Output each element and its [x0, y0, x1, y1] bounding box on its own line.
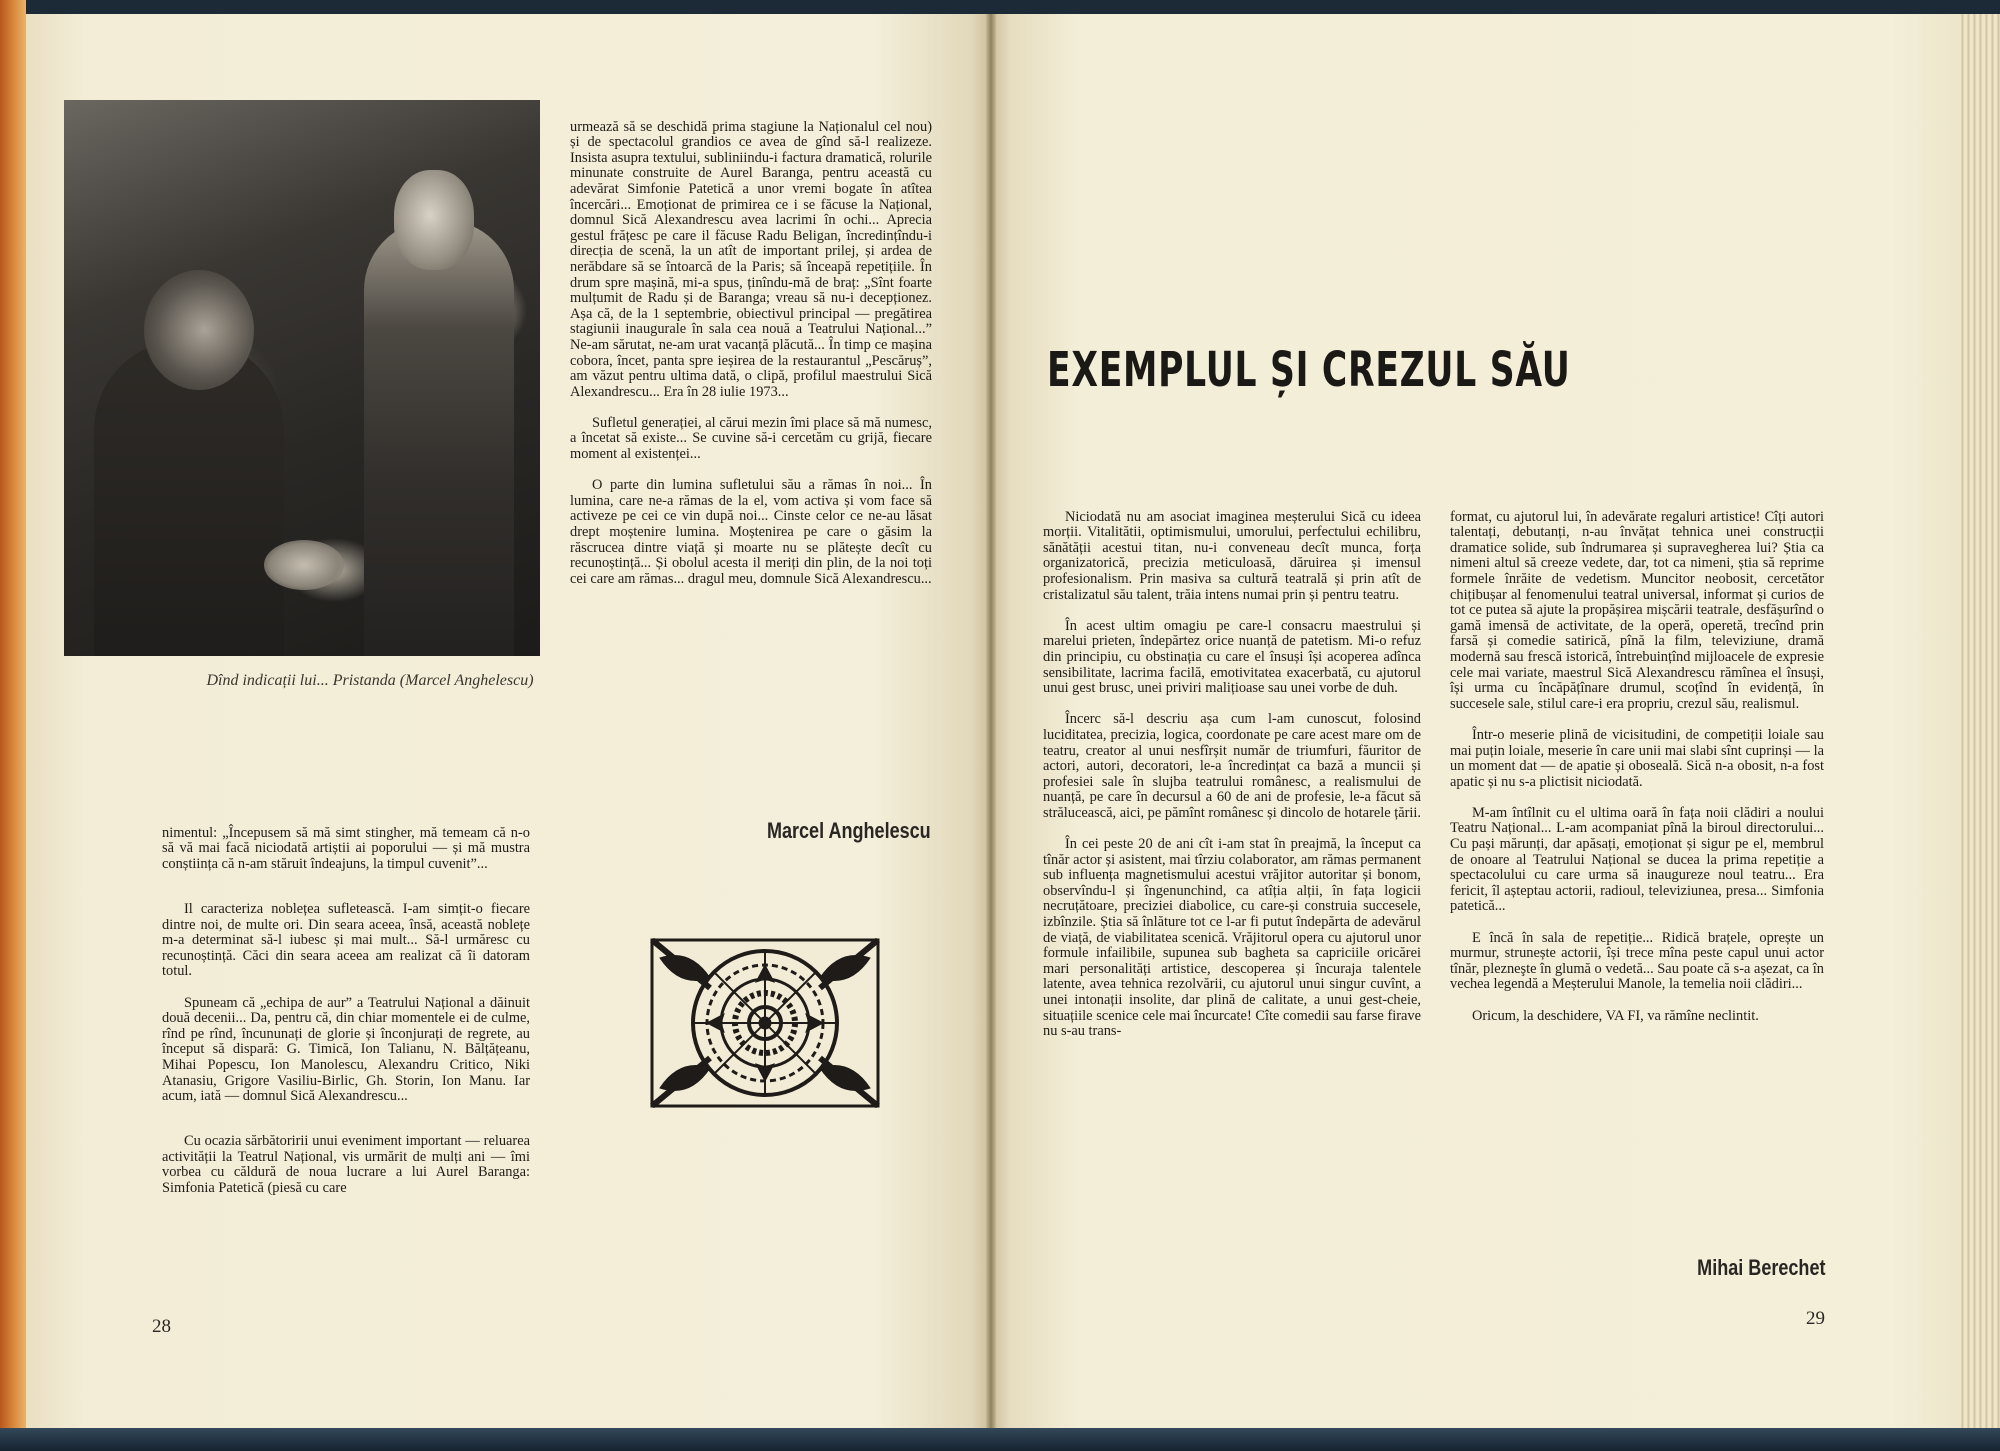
book-gutter [986, 14, 996, 1428]
left-column-top [570, 104, 932, 804]
signature-marcel-anghelescu: Marcel Anghelescu [767, 818, 931, 843]
paragraph: Încerc să-l descriu așa cum l-am cunoscut, folosind luciditatea, precizia, logica, coordonate pe care acest mare om de teatru, creator al unui nesfîrșit număr de triumfuri, făuritor de actori, autori, decoratori, le-a încredințat ca bază a muncii și profesiei sale în slujba teatrului românesc, a realismului de nuanță, pe care în decursul a 60 de ani de profesie, le-a făcut să strălucească, aici, pe pămînt românesc și dincolo de hotarele țării. [1043, 711, 1422, 821]
paragraph: M-am întîlnit cu el ultima oară în fața noii clădiri a noului Teatru Național... L-am acompaniat pînă la biroul directorului... Cu pași mărunți, dar apăsați, emoționat și sigur pe el, membrul de onoare al Teatrului Național se ducea la prima repetiție a spectacolului cu care urma să inaugureze noul teatru... Era fericit, îl așteptau actorii, radioul, televiziunea, presa... Simfonia patetică... [1450, 804, 1824, 915]
paragraph: nimentul: „Începusem să mă simt stingher, mă temeam că n-o să vă mai facă niciodată artiștii ai poporului — și mă mustra conștiința că n-am stăruit îndeajuns, la timpul cuvenit”... [162, 824, 530, 872]
page-stack-edge [1958, 14, 2000, 1428]
photo-hand [264, 540, 344, 590]
rosette-svg [650, 938, 880, 1108]
paragraph: urmează să se deschidă prima stagiune la Naționalul cel nou) și de spectacolul grandios ce avea de gînd să-l realizeze. Insista asupra textului, subliniindu-i factura dramatică, rolurile minunate construite de Aurel Baranga, pentru această cu adevărat Simfonie Patetică a unor vremi bogate în atîtea încercări... Emoționat de primirea ce i se făcuse la Național, domnul Sică Alexandrescu avea lacrimi în ochi... Aprecia gestul frățesc pe care il făcuse Radu Beligan, încredințîndu-i direcția de scenă, la un atît de important prilej, și ardea de nerăbdare să se întoarcă de la Paris; să înceapă repetițiile. În drum spre mașină, mi-a spus, ținîndu-mă de braț: „Sînt foarte mulțumit de Radu și de Baranga; vreau să nu-i decepționez. Așa că, de la 1 septembrie, obiectivul principal — pregătirea stagiunii inaugurale în sala cea nouă a Teatrului Național...” Ne-am sărutat, ne-am urat vacanță plăcută... În timp ce mașina cobora, încet, panta spre ieșirea de la restaurantul „Pescăruș”, am văzut pentru ultima dată, o clipă, profilul maestrului Sică Alexandrescu... Era în 28 iulie 1973... [570, 118, 932, 400]
book-bottom-edge [0, 1428, 2000, 1451]
signature-mihai-berechet: Mihai Berechet [1696, 1255, 1825, 1280]
paragraph: O parte din lumina sufletului său a rămas în noi... În lumina, care ne-a rămas de la el, vom activa și vom face să activeze pe cei ce vin după noi... Cinste celor ce ne-au lăsat drept moștenire lumina. Moștenirea pe care o găsim la răscrucea dintre viață și moarte nu se plătește decît cu recunoștință... Și obolul acesta il meriți din plin, de la noi toți cei care am rămas... dragul meu, domnule Sică Alexandrescu... [570, 477, 932, 587]
article-headline: EXEMPLUL ȘI CREZUL SĂU [1047, 342, 1571, 398]
paragraph: În cei peste 20 de ani cît i-am stat în preajmă, la început ca tînăr actor și asistent, mai tîrziu colaborator, am rămas permanent sub influența magnetismului acestui vrăjitor autoritar și bonom, observîndu-l și îngenunchind, ca atîția alții, în fața logicii necruțătoare, preciziei diabolice, cu care-și construia succesele, izbînzile. Știa să înlăture tot ce l-ar fi putut îndepărta de adevărul de viață, de viabilitatea scenică. Vrăjitorul opera cu ajutorul unor formule infailibile, supunea sub bagheta sa capriciile oricărei mari personalități artistice, descoperea și încuraja talentele latente, avea tehnica rezolvării, cu ajutorul unui singur cuvînt, a unei intonații insolite, dar plină de calitate, a unui gest-cheie, situațiile scenice cele mai încurcate! Cîte comedii sau farse firave nu s-au trans- [1043, 836, 1421, 1040]
page-number-left: 28 [152, 1316, 171, 1337]
paragraph: Oricum, la deschidere, VA FI, va rămîne neclintit. [1472, 1007, 1759, 1024]
paragraph: Într-o meserie plină de vicisitudini, de competiții loiale sau mai puțin loiale, meserie în care unii mai slabi sînt cuprinși — la un moment dat — de apatie și oboseală. Sică n-a obosit, n-a fost apatic și nu s-a plictisit niciodată. [1450, 726, 1824, 790]
left-column-bottom [162, 810, 530, 1212]
photo-figure-right [364, 220, 514, 656]
book-cover-edge [0, 0, 26, 1451]
photo-head-right [394, 170, 474, 270]
paragraph: În acest ultim omagiu pe care-l consacru maestrului și marelui prieten, îndepărtez orice nuanță de patetism. Mi-o refuz din principiu, cu obstinația cu care el însuși își acoperea adînca sensibilitate, lacrima facilă, emotivitatea exacerbată, cu ajutorul unui gest brusc, unei priviri malițioase sau unei vorbe de duh. [1043, 617, 1421, 697]
paragraph: Sufletul generației, al cărui mezin îmi place să mă numesc, a încetat să existe... Se cuvine să-i cercetăm cu grijă, fiecare moment al existenței... [570, 414, 932, 463]
photo-two-men-conversation [64, 100, 540, 656]
decorative-rosette-ornament [650, 938, 880, 1108]
paragraph: Cu ocazia sărbătoririi unui eveniment important — reluarea activității la Teatrul Național, vis urmărit de mulți ani — îmi vorbea cu căldură de noua lucrare a lui Aurel Baranga: Simfonia Patetică (piesă cu care [162, 1133, 530, 1197]
right-column-1 [1043, 494, 1421, 1055]
paragraph: format, cu ajutorul lui, în adevărate regaluri artistice! Cîți autori talentați, debutanți, n-au învățat tehnica unei construcții dramatice solide, sub îndrumarea și supravegherea lui? Știa ca nimeni altul să creeze vedete, dar, tot ca nimeni, știa să reprime formele înrăite de vedetism. Muncitor neobosit, cercetător chițibușar al fenomenului teatral universal, informat și curios de tot ce putea să ajute la propășirea mișcării teatrale, desfășurînd o gamă imensă de activitate, de la operă, operetă, trecînd prin farsă și comedie satirică, pînă la film, televiziune, dramă modernă sau frescă istorică, întrebuințînd mijloacele de expresie cele mai variate, maestrul Sică Alexandrescu rămînea el însuși, își urma cu încăpățînare drumul, scoțînd în evidență, în succesele sale, stilul care-i era propriu, crezul său, realismul. [1450, 508, 1824, 712]
page-number-right: 29 [1806, 1308, 1825, 1329]
paragraph: E încă în sala de repetiție... Ridică brațele, oprește un murmur, strunește actorii, își trece mîna peste capul unui actor tînăr, plezneşte în glumă o vedetă... Sau poate că s-a așezat, ca în vechea legendă a Meșterului Manole, la temelia noii clădiri... [1450, 929, 1824, 993]
photo-caption: Dînd indicații lui... Pristanda (Marcel Anghelescu) [206, 672, 534, 689]
paragraph: Spuneam că „echipa de aur” a Teatrului Național a dăinuit două decenii... Da, pentru că, din chiar momentele ei de culme, rînd pe rînd, încununați de glorie și înconjurați de regrete, au început să dispară: G. Timică, Ion Talianu, N. Bălțățeanu, Mihai Popescu, Ion Manolescu, Alexandru Critico, Niki Atanasiu, Grigore Vasiliu-Birlic, Gh. Storin, Ion Manu. Iar acum, iată — domnul Sică Alexandrescu... [162, 994, 530, 1105]
right-column-2 [1450, 494, 1824, 1040]
photo-head-left [144, 270, 254, 390]
paragraph: Il caracteriza noblețea sufletească. I-am simțit-o fiecare dintre noi, de multe ori. Din seara aceea, însă, această noblețe m-a determinat să-l iubesc și mai mult... Să-l urmăresc cu recunoștință. Căci din seara aceea am realizat că îi datoram totul. [162, 900, 530, 980]
paragraph: Niciodată nu am asociat imaginea meșterului Sică cu ideea morții. Vitalitătii, optimismului, umorului, perfectului echilibru, sănătății acestui titan, nu-i conveneau decît munca, forța organizatorică, precizia meticuloasă, dăruirea și imensul profesionalism. Prin masiva sa cultură teatrală și prin atît de cristalizatul său talent, trăia intens numai prin și pentru teatru. [1043, 508, 1421, 603]
